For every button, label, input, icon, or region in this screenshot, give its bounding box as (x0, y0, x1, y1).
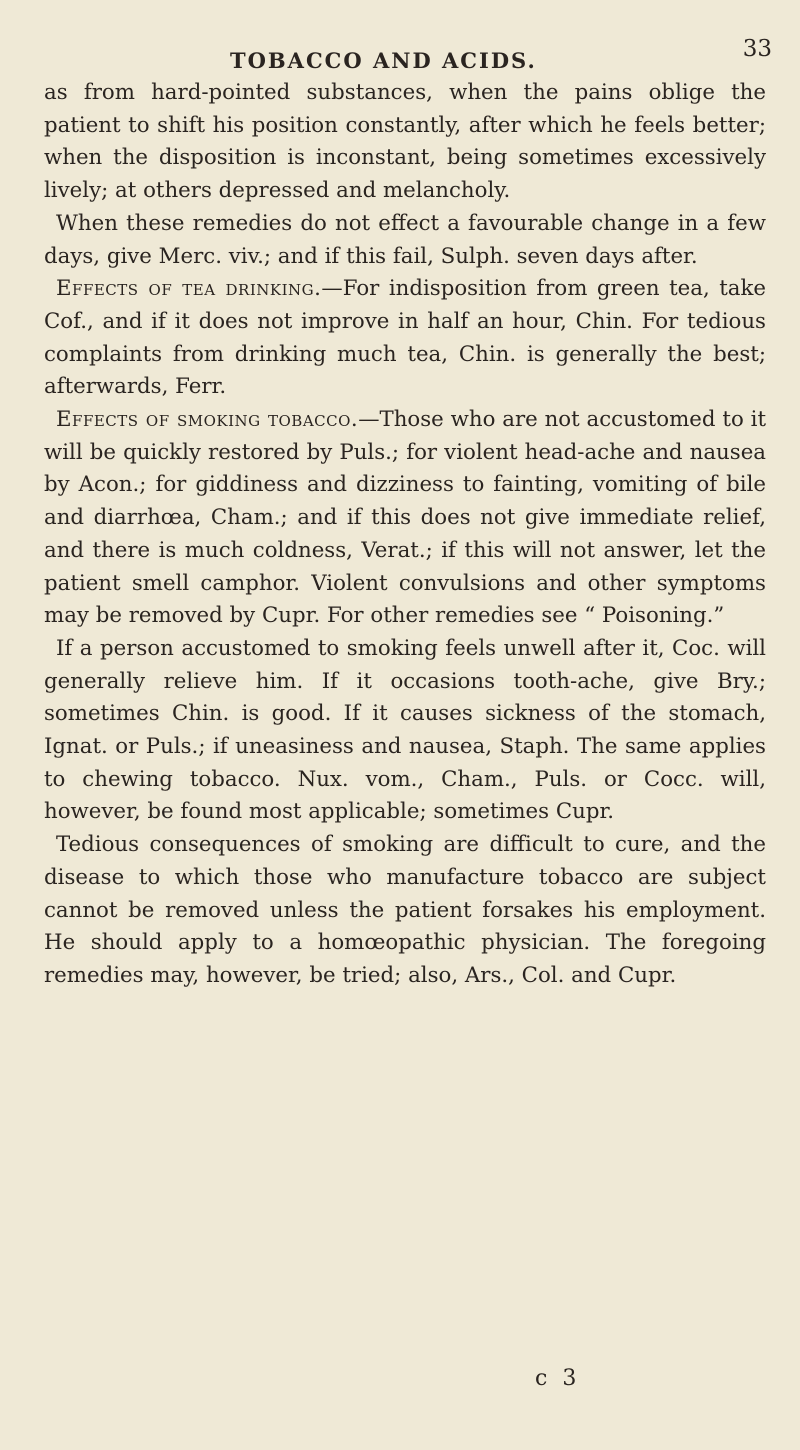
paragraph-text: —Those who are not accustomed to it will be quickly restored by Puls.; for violent head-ache and nausea by Acon.; for giddiness and dizziness to fainting, vomiting of bile and diarrhœa, Cham.; and if this does not give immediate relief, and there is much coldness, Verat.; if this will not answer, let the patient smell camphor. Violent convulsions and other symptoms may be removed by Cupr. For other remedies see “ Poisoning.” (44, 407, 767, 629)
paragraph-accustomed-smoker (44, 633, 766, 829)
section-heading-smoking: Effects of smoking tobacco. (56, 407, 359, 433)
running-head (0, 36, 800, 76)
signature-mark: c 3 (535, 1366, 581, 1391)
paragraph-continuation (44, 77, 766, 208)
paragraph-text: —For indisposition from green tea, take Cof., and if it does not improve in half an hour, Chin. For tedious complaints from drinking much tea, Chin. is generally the best; afterwards, Ferr. (44, 276, 766, 400)
section-heading-tea: Effects of tea drinking. (56, 276, 322, 302)
paragraph-text: If a person accustomed to smoking feels unwell after it, Coc. will generally relieve him. If it occasions tooth-ache, give Bry.; sometimes Chin. is good. If it causes sickness of the stomach, Ignat. or Puls.; if uneasiness and nausea, Staph. The same applies to chewing tobacco. Nux. vom., Cham., Puls. or Cocc. will, however, be found most applicable; sometimes Cupr. (44, 635, 766, 825)
paragraph-text: as from hard-pointed substances, when the pains oblige the patient to shift his position constantly, after which he feels better; when the disposition is inconstant, being sometimes excessively lively; at others depressed and melancholy. (44, 80, 766, 204)
paragraph-tedious-consequences (44, 829, 766, 993)
paragraph-smoking-tobacco (44, 404, 766, 633)
running-title: TOBACCO AND ACIDS. (230, 48, 537, 73)
page-number: 33 (742, 36, 772, 62)
paragraph-remedies (44, 208, 766, 273)
body-text (44, 77, 766, 993)
paragraph-text: Tedious consequences of smoking are difficult to cure, and the disease to which those who manufacture tobacco are subject cannot be removed unless the patient forsakes his employment. He should apply to a homœopathic physician. The foregoing remedies may, however, be tried; also, Ars., Col. and Cupr. (44, 832, 766, 988)
paragraph-tea-drinking (44, 273, 766, 404)
paragraph-text: When these remedies do not effect a favourable change in a few days, give Merc. viv.; and if this fail, Sulph. seven days after. (44, 210, 766, 269)
